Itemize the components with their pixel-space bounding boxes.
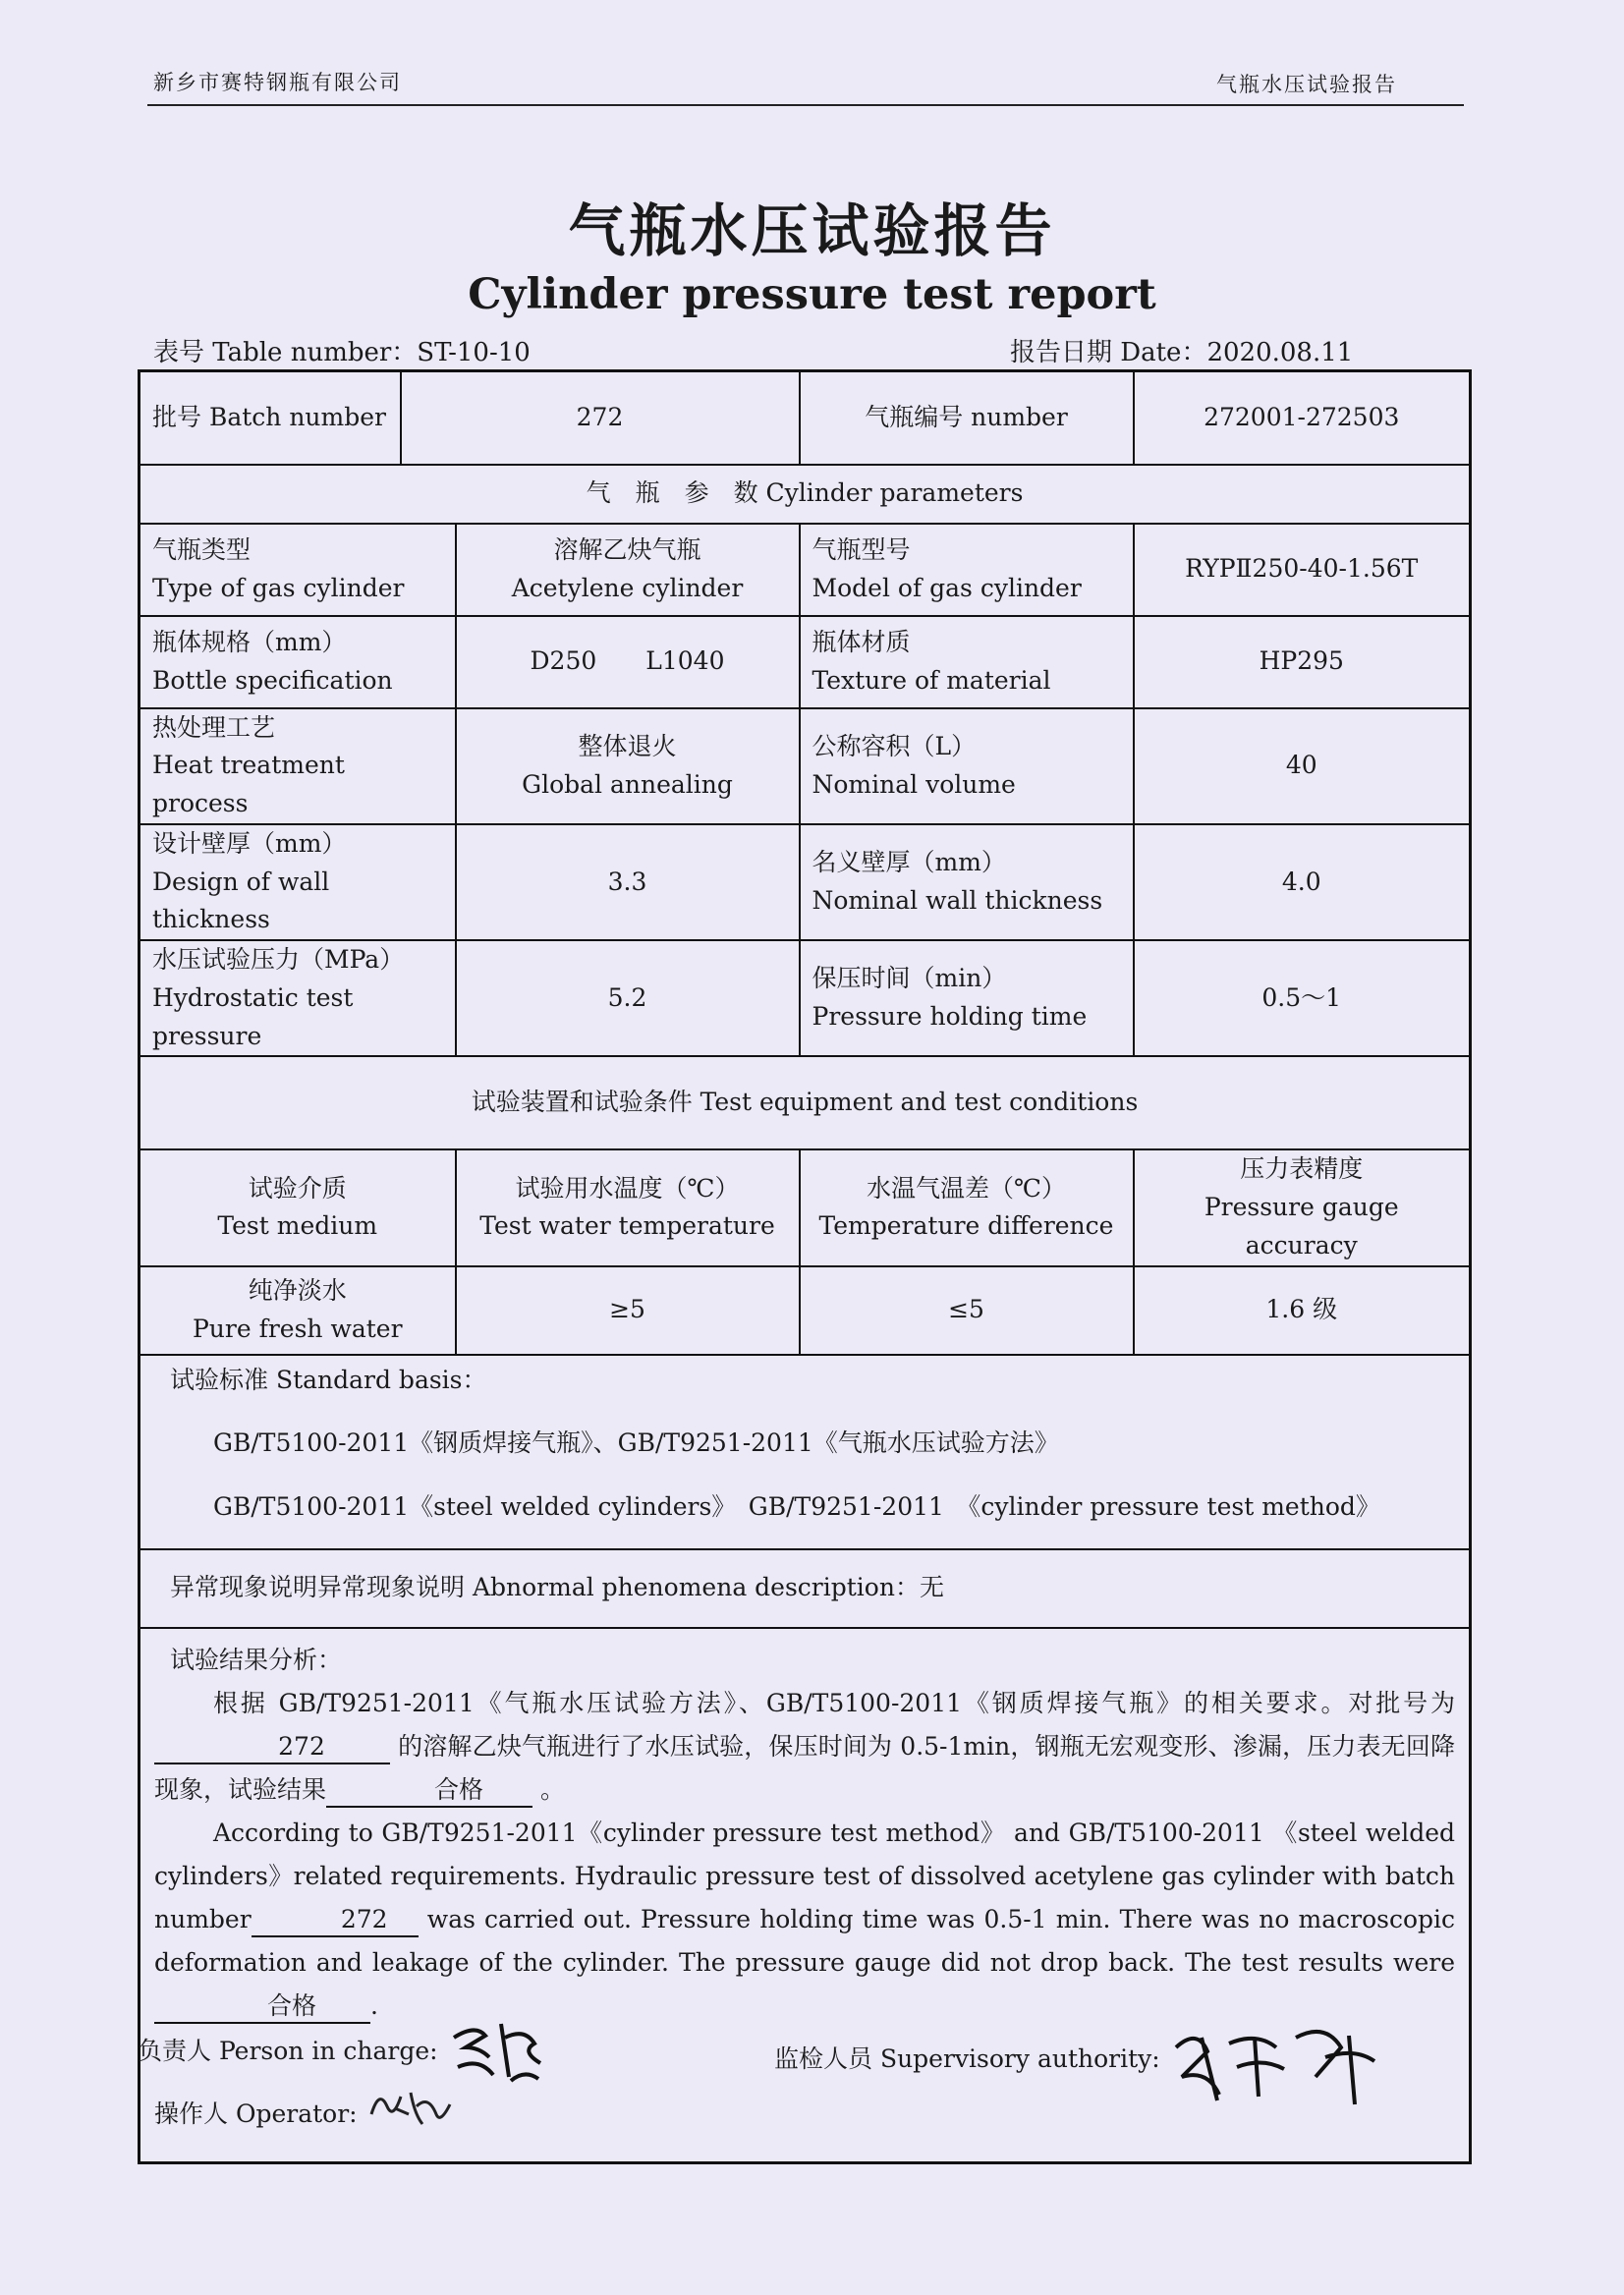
param-value-left: 3.3 (456, 824, 800, 940)
param-label-right: 名义壁厚（mm） Nominal wall thickness (800, 824, 1134, 940)
supervisory-label: 监检人员 Supervisory authority: (774, 2044, 1160, 2073)
header-doc-name: 气瓶水压试验报告 (1216, 73, 1397, 96)
params-header: 气 瓶 参 数 Cylinder parameters (140, 465, 1471, 524)
condition-header: 试验介质 Test medium (140, 1149, 456, 1265)
condition-header: 水温气温差（℃） Temperature difference (800, 1149, 1134, 1265)
analysis-label: 试验结果分析： (170, 1645, 343, 1674)
person-in-charge-signature (446, 2018, 544, 2087)
supervisory-line (774, 2018, 1384, 2106)
result-fill-en: 合格 (154, 1990, 370, 2024)
param-label-left: 瓶体规格（mm） Bottle specification (140, 616, 456, 708)
param-label-right: 保压时间（min） Pressure holding time (800, 940, 1134, 1056)
standard-line-cn: GB/T5100-2011《钢质焊接气瓶》、GB/T9251-2011《气瓶水压试验方法》 (213, 1428, 1059, 1458)
batch-label: 批号 Batch number (140, 371, 401, 465)
batch-value: 272 (401, 371, 800, 465)
param-label-left: 热处理工艺 Heat treatment process (140, 708, 456, 824)
standard-label: 试验标准 Standard basis： (170, 1365, 487, 1394)
standard-basis (140, 1355, 1471, 1549)
cylinder-number-label: 气瓶编号 number (800, 371, 1134, 465)
report-table (138, 369, 1472, 2164)
param-value-right: 4.0 (1134, 824, 1471, 940)
title-english: Cylinder pressure test report (468, 270, 1156, 319)
conditions-header: 试验装置和试验条件 Test equipment and test conditions (140, 1056, 1471, 1149)
person-in-charge-label: 负责人 Person in charge: (138, 2037, 438, 2065)
standard-line-en: GB/T5100-2011《steel welded cylinders》 GB/T9251-2011 《cylinder pressure test method》 (213, 1492, 1380, 1521)
param-value-left: 溶解乙炔气瓶 Acetylene cylinder (456, 524, 800, 616)
param-value-right: 40 (1134, 708, 1471, 824)
param-value-right: RYPⅡ250-40-1.56T (1134, 524, 1471, 616)
batch-fill-cn: 272 (154, 1731, 390, 1764)
param-label-right: 气瓶型号 Model of gas cylinder (800, 524, 1134, 616)
param-row (140, 616, 1471, 708)
param-row (140, 824, 1471, 940)
condition-header: 压力表精度 Pressure gauge accuracy (1134, 1149, 1471, 1265)
title-chinese: 气瓶水压试验报告 (568, 197, 1056, 264)
param-row (140, 940, 1471, 1056)
operator-signature (365, 2085, 454, 2130)
param-value-left: 整体退火 Global annealing (456, 708, 800, 824)
analysis-cn: 根据 GB/T9251-2011《气瓶水压试验方法》、GB/T5100-2011《钢质焊接气瓶》的相关要求。对批号为272 的溶解乙炔气瓶进行了水压试验，保压时间为 0.5-1min，钢瓶无宏观变形、渗漏，压力表无回降现象，试验结果 合格 。 (154, 1682, 1455, 1812)
param-label-right: 瓶体材质 Texture of material (800, 616, 1134, 708)
conditions-header-row (140, 1149, 1471, 1265)
condition-value: 纯净淡水 Pure fresh water (140, 1266, 456, 1355)
table-number: 表号 Table number：ST-10-10 (153, 338, 531, 367)
param-row (140, 708, 1471, 824)
supervisory-signature (1168, 2018, 1384, 2106)
cylinder-number-value: 272001-272503 (1134, 371, 1471, 465)
analysis-en: According to GB/T9251-2011《cylinder pressure test method》 and GB/T5100-2011 《steel welded cylinders》related requirements. Hydraulic pressure test of dissolved acetylene gas cylinder with batch number 272 was carried out. Pressure holding time was 0.5-1 min. There was no macroscopic deformation and leakage of the cylinder. The pressure gauge did not drop back. The test results were合格 . (154, 1812, 1455, 2028)
param-value-left: 5.2 (456, 940, 800, 1056)
param-label-right: 公称容积（L） Nominal volume (800, 708, 1134, 824)
person-in-charge-line (138, 2018, 544, 2087)
company-name: 新乡市赛特钢瓶有限公司 (153, 71, 402, 94)
header-divider (147, 104, 1464, 106)
operator-label: 操作人 Operator: (154, 2099, 358, 2128)
param-value-left: D250 L1040 (456, 616, 800, 708)
param-label-left: 气瓶类型 Type of gas cylinder (140, 524, 456, 616)
batch-row (140, 371, 1471, 465)
batch-fill-en: 272 (252, 1904, 419, 1937)
condition-value: 1.6 级 (1134, 1266, 1471, 1355)
param-value-right: 0.5～1 (1134, 940, 1471, 1056)
condition-value: ≤5 (800, 1266, 1134, 1355)
param-label-left: 水压试验压力（MPa） Hydrostatic test pressure (140, 940, 456, 1056)
abnormal-description: 异常现象说明异常现象说明 Abnormal phenomena description：无 (140, 1549, 1471, 1628)
condition-header: 试验用水温度（℃） Test water temperature (456, 1149, 800, 1265)
param-value-right: HP295 (1134, 616, 1471, 708)
report-date: 报告日期 Date：2020.08.11 (1010, 338, 1354, 367)
param-label-left: 设计壁厚（mm） Design of wall thickness (140, 824, 456, 940)
condition-value: ≥5 (456, 1266, 800, 1355)
conditions-value-row (140, 1266, 1471, 1355)
result-fill-cn: 合格 (326, 1774, 532, 1808)
param-row (140, 524, 1471, 616)
